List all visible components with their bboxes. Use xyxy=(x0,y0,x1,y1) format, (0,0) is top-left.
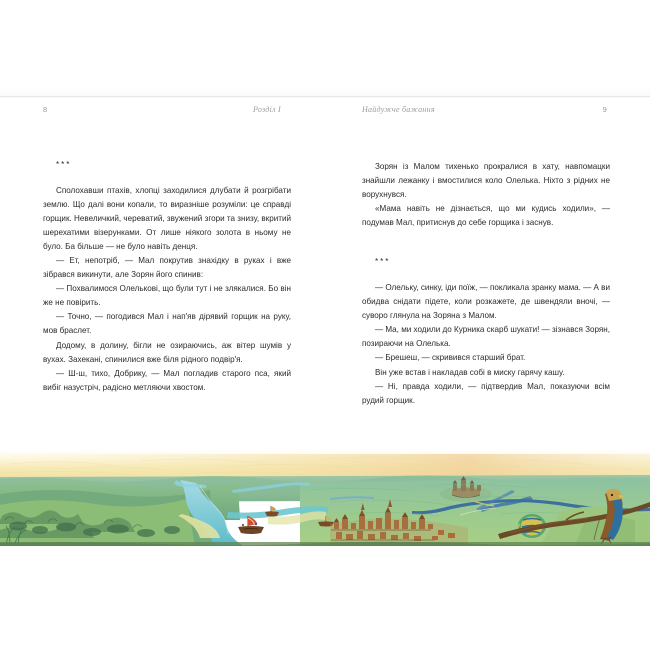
paragraph: «Мама навіть не дізнається, що ми кудись ходили», — подумав Мал, притиснув до себе горщика і заснув. xyxy=(362,204,610,228)
paragraph: Сполохавши птахів, хлопці заходилися длубати й розгрібати землю. Що далі вони копали, то виразніше розуміли: це справді горщик. Невеличкий, череватий, звужений згори та знизу, вкритий шерехатими візерунками. От лише ніякого золота в ньому не було. Ба більше — не було навіть денця. xyxy=(43,186,291,252)
paragraph: Додому, в долину, бігли не озираючись, аж вітер шумів у вухах. Захекані, спинилися вже біля рідного подвір'я. xyxy=(43,340,291,364)
running-head-left: Розділ I xyxy=(253,105,281,114)
paragraph: — Брешеш, — скривився старший брат. xyxy=(375,353,526,363)
paragraph: — Ні, правда ходили, — підтвердив Мал, показуючи всім рудий горщик. xyxy=(362,381,610,405)
landscape-illustration xyxy=(0,450,650,546)
right-page-text-column xyxy=(362,160,610,408)
boat-with-sail xyxy=(238,516,264,534)
section-break-right: *** xyxy=(375,257,391,267)
paragraph: — Ш-ш, тихо, Добрику, — Мал погладив старого пса, який вибіг назустріч, радісно метляючи хвостом. xyxy=(43,368,291,392)
section-break-left: *** xyxy=(56,160,72,169)
paragraph: — Похвалимося Олелькові, що були тут і не злякалися. Бо він же не повірить. xyxy=(43,284,291,308)
folio-left: 8 xyxy=(43,105,48,114)
paragraph: — Ма, ми ходили до Курника скарб шукати! — зізнався Зорян, позираючи на Олелька. xyxy=(362,325,610,349)
page-top-margin xyxy=(0,0,650,97)
paragraph: — Олельку, синку, іди поїж, — покликала зранку мама. — А ви обидва снідати підете, коли розкажете, де швендяли вночі, — суворо глянула на Зоряна з Малом. xyxy=(362,283,610,321)
running-head-right: Найдужче бажання xyxy=(362,105,435,114)
paragraph: — Ет, непотріб, — Мал покрутив знахідку в руках і вже зібрався викинути, але Зорян його спинив: xyxy=(43,256,291,280)
running-heads xyxy=(0,102,650,118)
paragraph: Він уже встав і накладав собі в миску гарячу кашу. xyxy=(375,367,565,377)
left-page-text-column xyxy=(43,160,291,395)
folio-right: 9 xyxy=(602,105,607,114)
landscape-illustration-canvas xyxy=(0,450,650,546)
paragraph: Зорян із Малом тихенько прокралися в хату, навпомацки знайшли лежанку і вмостилися коло Олелька. Ніхто з рідних не ворухнувся. xyxy=(362,162,610,200)
paragraph: — Точно, — погодився Мал і нап'яв дірявий горщик на руку, мов браслет. xyxy=(43,312,291,336)
